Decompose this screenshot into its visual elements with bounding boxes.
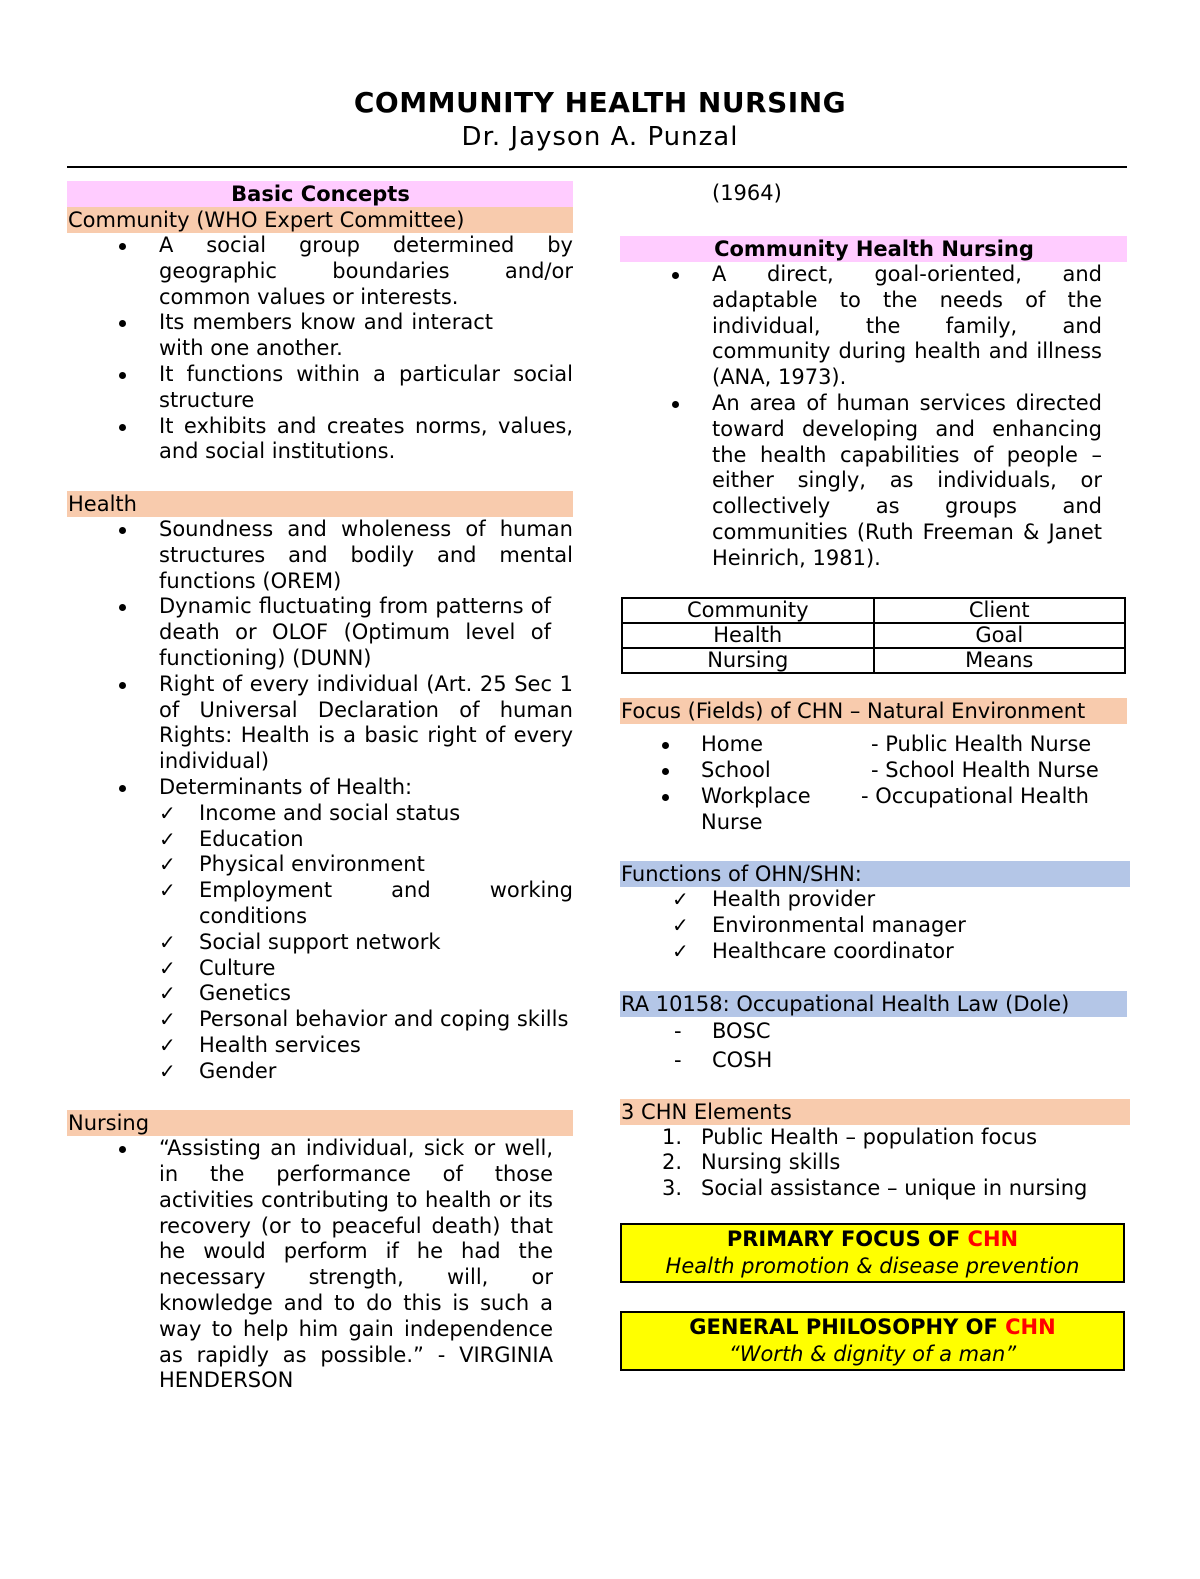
comparison-table <box>621 597 1126 674</box>
check-icon: ✓ <box>672 938 689 963</box>
spacer <box>620 965 1130 991</box>
philosophy-title: GENERAL PHILOSOPHY OF CHN <box>689 1314 1056 1339</box>
chn-heading: Community Health Nursing <box>620 236 1127 262</box>
table-cell: Goal <box>874 623 1126 648</box>
spacer <box>67 1085 573 1111</box>
community-heading: Community (WHO Expert Committee) <box>67 207 573 233</box>
list-item: A social group determined by geographic boundaries and/or common values or interests. <box>67 233 573 310</box>
table-row <box>622 623 1125 648</box>
spacer <box>620 836 1130 862</box>
nursing-list <box>67 1136 573 1394</box>
spacer <box>620 572 1130 598</box>
philosophy-subtitle: “Worth & dignity of a man” <box>728 1341 1017 1366</box>
spacer <box>620 207 1130 236</box>
primary-focus-title: PRIMARY FOCUS OF CHN <box>726 1226 1019 1251</box>
ra-list <box>620 1017 1130 1075</box>
list-item: ✓ Social support network <box>159 929 441 954</box>
check-icon: ✓ <box>159 800 176 825</box>
determinants-list <box>67 801 573 1085</box>
nursing-heading: Nursing <box>67 1110 573 1136</box>
functions-heading: Functions of OHN/SHN: <box>620 861 1130 887</box>
elements-list <box>620 1125 1130 1202</box>
table-cell: Client <box>874 598 1126 623</box>
community-list <box>67 233 573 465</box>
document-title: COMMUNITY HEALTH NURSING <box>353 86 847 119</box>
list-item: ✓ Culture <box>159 955 276 980</box>
table-cell: Health <box>622 623 874 648</box>
check-icon: ✓ <box>159 852 176 877</box>
health-heading: Health <box>67 491 573 517</box>
list-item: ✓ Healthcare coordinator <box>672 938 954 963</box>
check-icon: ✓ <box>159 826 176 851</box>
table-cell: Means <box>874 648 1126 673</box>
philosophy-box <box>620 1311 1125 1371</box>
health-list <box>67 517 573 801</box>
list-item: Its members know and interact with one another. <box>67 310 573 362</box>
check-icon: ✓ <box>672 887 689 912</box>
list-item: 3. Social assistance – unique in nursing <box>662 1176 1088 1201</box>
list-item: ✓ Employment and working conditions <box>159 878 573 928</box>
list-item: Soundness and wholeness of human structures and bodily and mental functions (OREM) <box>67 517 573 594</box>
chn-list <box>620 262 1102 572</box>
spacer <box>620 1202 1130 1223</box>
table-cell: Community <box>622 598 874 623</box>
spacer <box>620 1075 1130 1099</box>
list-item: Right of every individual (Art. 25 Sec 1 of Universal Declaration of human Rights: Health is a basic right of every individual) <box>67 672 573 775</box>
list-item: ✓ Personal behavior and coping skills <box>159 1007 569 1032</box>
list-item: Workplace - Occupational Health Nurse <box>620 784 1130 836</box>
primary-focus-box <box>620 1223 1125 1283</box>
list-item: 2. Nursing skills <box>662 1150 841 1175</box>
check-icon: ✓ <box>159 1032 176 1057</box>
spacer <box>620 724 1130 732</box>
list-item: - COSH <box>620 1046 1130 1075</box>
list-item: Dynamic fluctuating from patterns of death or OLOF (Optimum level of functioning) (DUNN) <box>67 594 573 671</box>
primary-focus-subtitle: Health promotion & disease prevention <box>665 1253 1080 1278</box>
list-item: Determinants of Health: <box>67 775 573 801</box>
list-item: ✓ Genetics <box>159 981 291 1006</box>
list-item: It exhibits and creates norms, values, and social institutions. <box>67 414 573 466</box>
elements-heading: 3 CHN Elements <box>620 1099 1130 1125</box>
spacer <box>67 465 573 491</box>
functions-list <box>620 887 1130 964</box>
list-item: It functions within a particular social structure <box>67 362 573 414</box>
check-icon: ✓ <box>159 878 176 903</box>
table-row <box>622 648 1125 673</box>
right-column <box>620 181 1130 1371</box>
ra-heading: RA 10158: Occupational Health Law (Dole) <box>620 991 1127 1017</box>
focus-heading: Focus (Fields) of CHN – Natural Environment <box>620 698 1127 724</box>
basic-concepts-heading: Basic Concepts <box>67 181 573 207</box>
list-item: Home - Public Health Nurse <box>620 732 1130 758</box>
continued-text: (1964) <box>712 181 782 205</box>
focus-list <box>620 732 1130 835</box>
list-item: ✓ Gender <box>159 1058 277 1083</box>
check-icon: ✓ <box>159 981 176 1006</box>
spacer <box>620 1283 1130 1311</box>
list-item: ✓ Health services <box>159 1032 361 1057</box>
list-item: School - School Health Nurse <box>620 758 1130 784</box>
list-item: ✓ Physical environment <box>159 852 425 877</box>
list-item: - BOSC <box>620 1017 1130 1046</box>
list-item: A direct, goal-oriented, and adaptable to the needs of the individual, the family, and community during health and illness (ANA, 1973). <box>620 262 1102 391</box>
left-column <box>67 181 573 1394</box>
check-icon: ✓ <box>672 913 689 938</box>
spacer <box>620 674 1130 698</box>
check-icon: ✓ <box>159 955 176 980</box>
check-icon: ✓ <box>159 1007 176 1032</box>
list-item: An area of human services directed toward developing and enhancing the health capabilities of people – either singly, as individuals, or collectively as groups and communities (Ruth Freeman & Janet Heinrich, 1981). <box>620 391 1102 572</box>
check-icon: ✓ <box>159 929 176 954</box>
table-row <box>622 598 1125 623</box>
title-divider <box>67 166 1127 168</box>
list-item: 1. Public Health – population focus <box>662 1124 1038 1149</box>
list-item: ✓ Environmental manager <box>672 913 966 938</box>
list-item: ✓ Health provider <box>672 887 876 912</box>
henderson-quote: “Assisting an individual, sick or well, in the performance of those activities contributing to health or its recovery (or to peaceful death) that he would perform if he had the necessary strength, will, or knowledge and to do this is such a way to help him gain independence as rapidly as possible.” - VIRGINIA HENDERSON <box>67 1136 573 1394</box>
document-author: Dr. Jayson A. Punzal <box>461 122 739 152</box>
list-item: ✓ Income and social status <box>159 800 461 825</box>
check-icon: ✓ <box>159 1058 176 1083</box>
table-cell: Nursing <box>622 648 874 673</box>
list-item: ✓ Education <box>159 826 304 851</box>
